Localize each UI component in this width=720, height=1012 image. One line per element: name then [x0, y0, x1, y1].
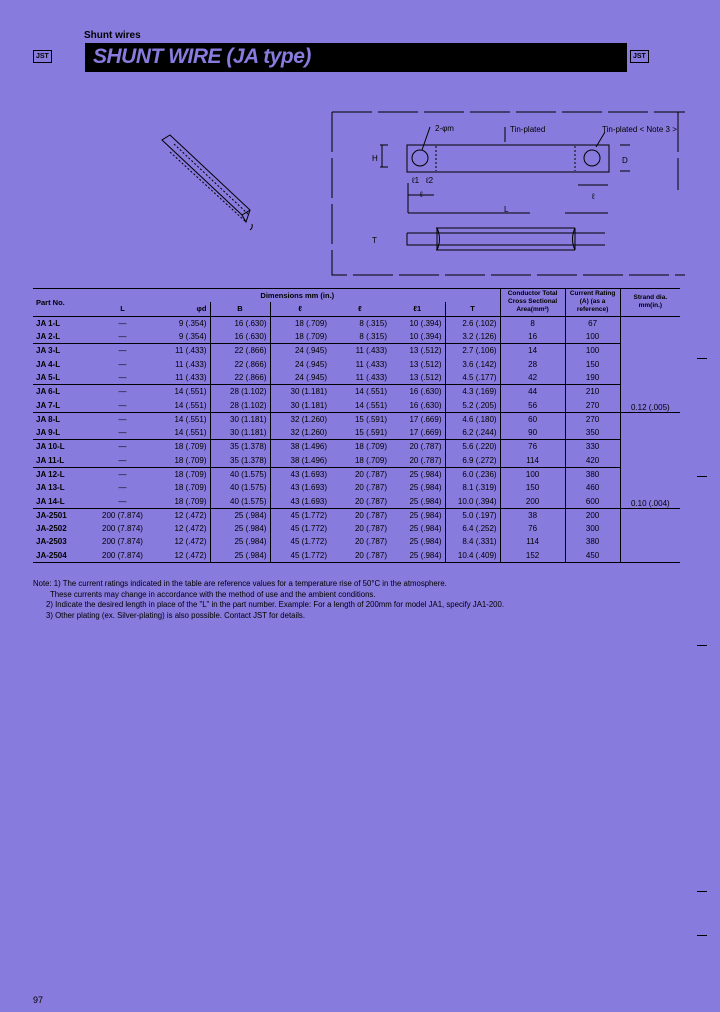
note-3: 3) Other plating (ex. Silver-plating) is also possible. Contact JST for details. — [46, 610, 305, 620]
cell-d: 18 (.709) — [174, 496, 207, 506]
part-number: JA 4-L — [36, 359, 61, 369]
cell-d: 11 (.433) — [175, 359, 207, 369]
cell-l: 8 (.315) — [359, 332, 387, 342]
cell-l1: 10 (.394) — [409, 318, 442, 328]
header-script-l: ℓ — [270, 302, 330, 316]
cell-area: 114 — [500, 535, 565, 548]
cell-B: 25 (.984) — [210, 535, 270, 548]
cell-l1: 25 (.984) — [409, 496, 442, 506]
cell-B: 28 (1.102) — [210, 385, 270, 399]
cell-sl: 45 (1.772) — [270, 535, 330, 548]
part-number: JA 12-L — [36, 470, 65, 479]
cell-B: 30 (1.181) — [210, 412, 270, 426]
cell-sl: 32 (1.260) — [270, 426, 330, 440]
cell-current: 330 — [565, 440, 620, 454]
part-number: JA 11-L — [36, 455, 65, 465]
notes — [33, 579, 504, 621]
cell-B: 35 (1.378) — [210, 440, 270, 454]
cell-B: 28 (1.102) — [210, 398, 270, 412]
cell-current: 420 — [565, 454, 620, 468]
table-row — [33, 316, 680, 330]
cell-l: 14 (.551) — [354, 400, 387, 410]
cell-l: 11 (.433) — [355, 372, 387, 382]
header-strand: Strand dia. mm(in.) — [620, 289, 680, 317]
cell-B: 16 (.630) — [210, 330, 270, 344]
cell-L: 200 (7.874) — [102, 524, 143, 534]
cell-d: 18 (.709) — [174, 483, 207, 493]
part-number: JA-2501 — [36, 510, 67, 520]
table-row — [33, 330, 680, 344]
cell-area: 44 — [500, 385, 565, 399]
cell-B: 35 (1.378) — [210, 454, 270, 468]
cell-L: — — [118, 332, 127, 342]
cell-area: 56 — [500, 398, 565, 412]
cell-sl: 32 (1.260) — [270, 412, 330, 426]
cell-sl: 38 (1.496) — [270, 440, 330, 454]
cell-d: 11 (.433) — [175, 346, 207, 356]
cell-l1: 10 (.394) — [409, 332, 442, 342]
part-number: JA 14-L — [36, 496, 65, 506]
cell-area: 114 — [500, 454, 565, 468]
cell-l1: 25 (.984) — [409, 537, 442, 547]
cell-l: 18 (.709) — [354, 455, 387, 465]
cell-area: 28 — [500, 357, 565, 370]
part-number: JA 8-L — [36, 414, 61, 424]
cell-T: 5.2 (.205) — [445, 398, 500, 412]
cell-area: 150 — [500, 481, 565, 494]
cell-l1: 25 (.984) — [409, 510, 442, 520]
header-d: φd — [196, 304, 207, 314]
cell-sl: 18 (.709) — [270, 316, 330, 330]
wire-illustration — [150, 130, 260, 240]
cell-l: 20 (.787) — [354, 496, 387, 506]
cell-B: 22 (.866) — [210, 371, 270, 385]
cell-L: 200 (7.874) — [102, 510, 143, 520]
cell-current: 200 — [565, 508, 620, 522]
cell-sl: 45 (1.772) — [270, 522, 330, 535]
note-2: 2) Indicate the desired length in place of the "L" in the part number. Example: For a length of 200mm for model JA1, specify JA1-200. — [46, 600, 505, 609]
cell-T: 6.0 (.236) — [445, 467, 500, 481]
cell-sl: 24 (.945) — [270, 344, 330, 358]
part-number: JA-2502 — [36, 524, 67, 534]
cell-current: 460 — [565, 481, 620, 494]
cell-l: 20 (.787) — [354, 524, 387, 534]
dim-d: D — [622, 156, 628, 165]
cell-B: 22 (.866) — [210, 357, 270, 370]
table-row — [33, 467, 680, 481]
cell-l: 18 (.709) — [354, 442, 387, 452]
cell-area: 76 — [500, 522, 565, 535]
cell-T: 2.7 (.106) — [445, 344, 500, 358]
cell-current: 300 — [565, 522, 620, 535]
part-number: JA-2503 — [36, 537, 67, 547]
cell-T: 2.6 (.102) — [445, 316, 500, 330]
cell-current: 210 — [565, 385, 620, 399]
cell-sl: 24 (.945) — [270, 371, 330, 385]
cell-current: 67 — [565, 316, 620, 330]
cell-L: — — [118, 372, 127, 382]
part-number: JA-2504 — [36, 550, 67, 560]
cell-L: — — [118, 414, 127, 424]
cell-d: 18 (.709) — [174, 455, 207, 465]
cell-B: 16 (.630) — [210, 316, 270, 330]
cell-T: 8.1 (.319) — [445, 481, 500, 494]
table-row — [33, 440, 680, 454]
cell-T: 6.2 (.244) — [445, 426, 500, 440]
cell-current: 100 — [565, 344, 620, 358]
cell-T: 4.5 (.177) — [445, 371, 500, 385]
header-dimensions: Dimensions mm (in.) — [260, 291, 335, 301]
cell-current: 190 — [565, 371, 620, 385]
brand-tag-right: JST — [630, 50, 649, 63]
cell-L: — — [118, 442, 127, 452]
cell-L: 200 (7.874) — [102, 550, 143, 560]
part-number: JA 1-L — [36, 318, 61, 328]
cell-L: — — [118, 318, 127, 328]
strand-diameter: 0.12 (.005) — [620, 316, 680, 412]
dim-script-l: ℓ — [592, 192, 595, 201]
label-tin-plated: Tin-plated — [510, 125, 546, 134]
cell-sl: 38 (1.496) — [270, 454, 330, 468]
header-l1: ℓ1 — [413, 304, 422, 314]
note-1-cont: These currents may change in accordance with the method of use and the ambient conditions. — [50, 589, 376, 599]
cell-l1: 25 (.984) — [409, 483, 442, 493]
table-row — [33, 371, 680, 385]
cell-T: 10.0 (.394) — [445, 494, 500, 508]
cell-l: 20 (.787) — [354, 470, 387, 479]
table-row — [33, 549, 680, 563]
cell-L: — — [118, 483, 127, 493]
cell-B: 22 (.866) — [210, 344, 270, 358]
cell-d: 18 (.709) — [174, 442, 207, 452]
cell-l1: 25 (.984) — [409, 550, 442, 560]
cell-d: 12 (.472) — [174, 510, 207, 520]
label-hole: 2-φm — [435, 124, 454, 133]
cell-sl: 24 (.945) — [270, 357, 330, 370]
table-row — [33, 426, 680, 440]
cell-l: 20 (.787) — [354, 537, 387, 547]
cell-d: 14 (.551) — [174, 400, 207, 410]
section-label: Shunt wires — [84, 30, 141, 41]
cell-d: 12 (.472) — [174, 537, 207, 547]
cell-B: 25 (.984) — [210, 549, 270, 563]
part-number: JA 5-L — [36, 372, 61, 382]
cell-current: 150 — [565, 357, 620, 370]
part-number: JA 3-L — [36, 346, 61, 356]
cell-L: 200 (7.874) — [102, 537, 143, 547]
dim-l2: ℓ2 — [426, 176, 434, 185]
header-ell: ℓ — [358, 304, 362, 314]
note-1: Note: 1) The current ratings indicated in the table are reference values for a temperature rise of 50°C in the atmosphere. — [33, 579, 447, 588]
cell-B: 25 (.984) — [210, 508, 270, 522]
header-part-no: Part No. — [33, 289, 95, 317]
cell-sl: 45 (1.772) — [270, 549, 330, 563]
part-number: JA 9-L — [36, 428, 61, 438]
table-row — [33, 398, 680, 412]
cell-l: 15 (.591) — [354, 414, 387, 424]
cell-B: 40 (1.575) — [210, 481, 270, 494]
table-row — [33, 344, 680, 358]
dim-length: L — [504, 205, 509, 214]
cell-l: 11 (.433) — [355, 346, 387, 356]
table-row — [33, 385, 680, 399]
cell-l: 20 (.787) — [354, 510, 387, 520]
cell-area: 8 — [500, 316, 565, 330]
cell-B: 40 (1.575) — [210, 494, 270, 508]
cell-area: 90 — [500, 426, 565, 440]
cell-l: 15 (.591) — [354, 428, 387, 438]
dimension-drawing — [330, 105, 690, 280]
cell-l: 20 (.787) — [354, 550, 387, 560]
cell-L: — — [118, 346, 127, 356]
cell-area: 200 — [500, 494, 565, 508]
table-row — [33, 454, 680, 468]
cell-T: 5.6 (.220) — [445, 440, 500, 454]
cell-sl: 43 (1.693) — [270, 467, 330, 481]
cell-current: 270 — [565, 412, 620, 426]
cell-area: 16 — [500, 330, 565, 344]
cell-l1: 20 (.787) — [409, 442, 442, 452]
header-l: L — [120, 304, 125, 314]
cell-sl: 43 (1.693) — [270, 494, 330, 508]
cell-area: 100 — [500, 467, 565, 481]
cell-l: 11 (.433) — [355, 359, 387, 369]
strand-empty — [620, 508, 680, 562]
cell-l1: 17 (.669) — [409, 414, 442, 424]
cell-d: 14 (.551) — [174, 428, 207, 438]
cell-B: 25 (.984) — [210, 522, 270, 535]
cell-L: — — [118, 455, 127, 465]
table-row — [33, 535, 680, 548]
page-number: 97 — [33, 995, 44, 1005]
cell-sl: 30 (1.181) — [270, 385, 330, 399]
cell-sl: 18 (.709) — [270, 330, 330, 344]
cell-d: 11 (.433) — [175, 372, 207, 382]
cell-T: 6.4 (.252) — [445, 522, 500, 535]
cell-T: 8.4 (.331) — [445, 535, 500, 548]
cell-L: — — [118, 496, 127, 506]
part-number: JA 6-L — [36, 387, 61, 397]
cell-T: 6.9 (.272) — [445, 454, 500, 468]
cell-l1: 13 (.512) — [409, 359, 442, 369]
cell-l1: 20 (.787) — [409, 455, 442, 465]
cell-d: 18 (.709) — [174, 470, 207, 479]
cell-l1: 13 (.512) — [409, 372, 442, 382]
part-number: JA 2-L — [36, 332, 61, 342]
header-current: Current Rating (A) (as a reference) — [565, 289, 620, 317]
cell-area: 42 — [500, 371, 565, 385]
table-row — [33, 494, 680, 508]
cell-d: 9 (.354) — [178, 332, 207, 342]
cell-l1: 25 (.984) — [409, 470, 442, 479]
cell-d: 12 (.472) — [174, 524, 207, 534]
cell-current: 600 — [565, 494, 620, 508]
cell-current: 380 — [565, 467, 620, 481]
table-row — [33, 522, 680, 535]
cell-d: 14 (.551) — [174, 414, 207, 424]
cell-current: 270 — [565, 398, 620, 412]
cell-l1: 16 (.630) — [409, 387, 442, 397]
cell-l: 20 (.787) — [354, 483, 387, 493]
cell-sl: 43 (1.693) — [270, 481, 330, 494]
cell-l1: 13 (.512) — [409, 346, 442, 356]
cell-L: — — [118, 428, 127, 438]
cell-d: 9 (.354) — [178, 318, 207, 328]
dim-l: ℓ — [420, 190, 423, 199]
table-row — [33, 412, 680, 426]
cell-L: — — [118, 359, 127, 369]
title-bar — [85, 43, 627, 72]
dim-h: H — [372, 154, 378, 163]
spec-table — [33, 288, 680, 563]
table-row — [33, 357, 680, 370]
dim-l1: ℓ1 — [412, 176, 420, 185]
cell-l1: 16 (.630) — [409, 400, 442, 410]
header-b: B — [210, 302, 270, 316]
cell-sl: 30 (1.181) — [270, 398, 330, 412]
part-number: JA 10-L — [36, 442, 65, 452]
cell-current: 380 — [565, 535, 620, 548]
cell-current: 350 — [565, 426, 620, 440]
cell-T: 4.6 (.180) — [445, 412, 500, 426]
cell-B: 40 (1.575) — [210, 467, 270, 481]
cell-T: 10.4 (.409) — [445, 549, 500, 563]
cell-L: — — [118, 400, 127, 410]
dim-t: T — [372, 236, 377, 245]
cell-B: 30 (1.181) — [210, 426, 270, 440]
cell-area: 14 — [500, 344, 565, 358]
cell-area: 60 — [500, 412, 565, 426]
header-t: T — [445, 302, 500, 316]
cell-current: 100 — [565, 330, 620, 344]
brand-tag-left: JST — [33, 50, 52, 63]
cell-d: 14 (.551) — [174, 387, 207, 397]
cell-L: — — [118, 387, 127, 397]
cell-l: 8 (.315) — [359, 318, 387, 328]
cell-current: 450 — [565, 549, 620, 563]
cell-area: 76 — [500, 440, 565, 454]
cell-area: 152 — [500, 549, 565, 563]
cell-T: 3.2 (.126) — [445, 330, 500, 344]
cell-l: 14 (.551) — [354, 387, 387, 397]
table-row — [33, 481, 680, 494]
strand-diameter: 0.10 (.004) — [620, 412, 680, 508]
cell-T: 5.0 (.197) — [445, 508, 500, 522]
cell-l1: 17 (.669) — [409, 428, 442, 438]
cell-T: 4.3 (.169) — [445, 385, 500, 399]
cell-area: 38 — [500, 508, 565, 522]
cell-sl: 45 (1.772) — [270, 508, 330, 522]
part-number: JA 7-L — [36, 400, 61, 410]
cell-l1: 25 (.984) — [409, 524, 442, 534]
cell-d: 12 (.472) — [174, 550, 207, 560]
cell-T: 3.6 (.142) — [445, 357, 500, 370]
page-title: SHUNT WIRE (JA type) — [93, 45, 311, 68]
part-number: JA 13-L — [36, 483, 65, 493]
header-area: Conductor Total Cross Sectional Area(mm²) — [500, 289, 565, 317]
table-row — [33, 508, 680, 522]
cell-L: — — [118, 470, 127, 479]
label-tin-plated-note: Tin-plated < Note 3 > — [602, 125, 677, 134]
